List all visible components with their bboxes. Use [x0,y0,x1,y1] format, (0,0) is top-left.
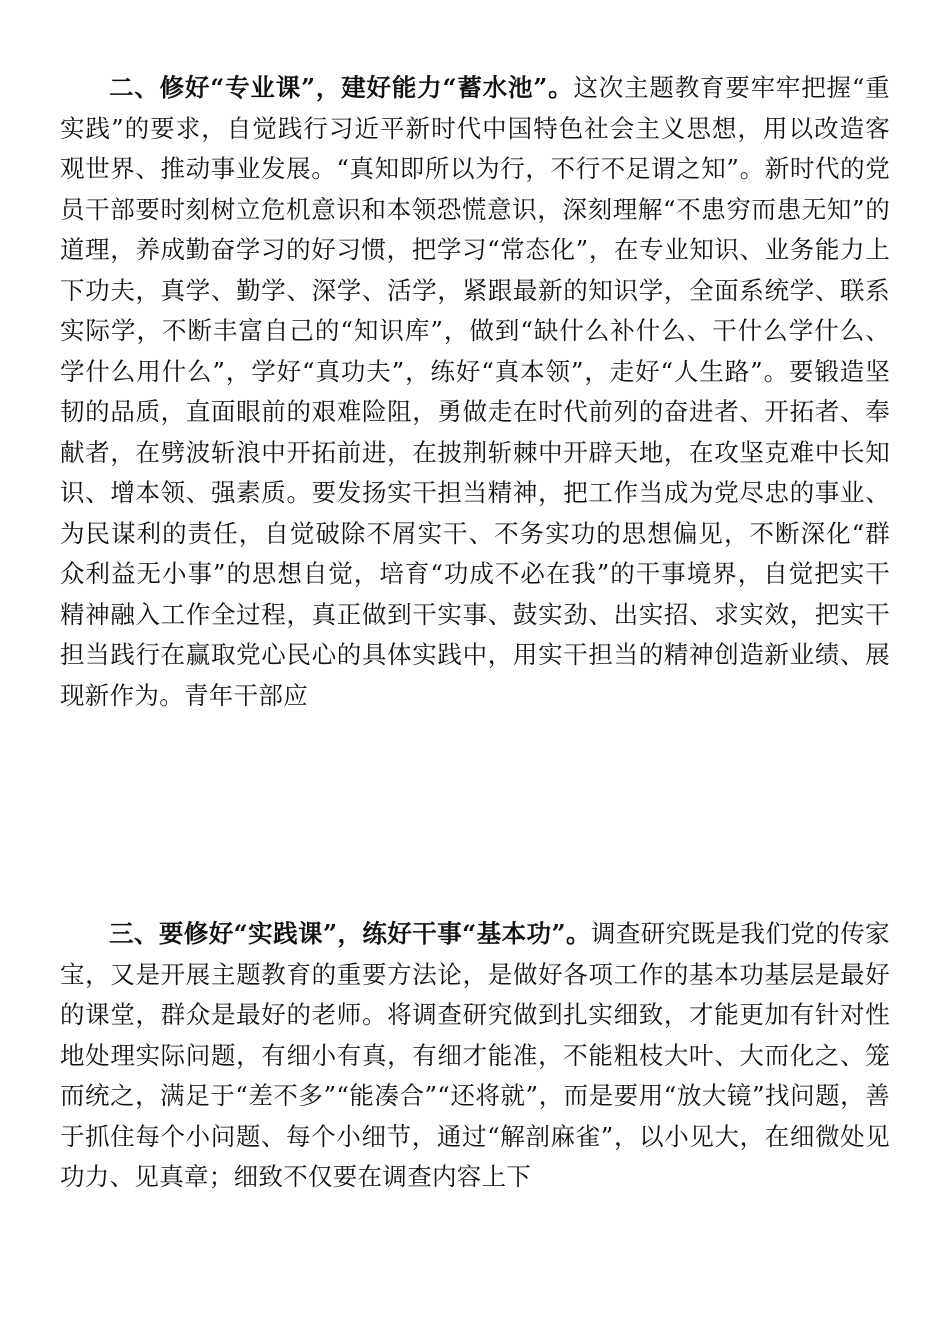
paragraph-body-three: 调查研究既是我们党的传家宝，又是开展主题教育的重要方法论，是做好各项工作的基本功基层是最好的课堂，群众是最好的老师。将调查研究做到扎实细致，才能更加有针对性地处理实际问题，有细小有真，有细才能准，不能粗枝大叶、大而化之、笼而统之，满足于“差不多”“能凑合”“还将就”，而是要用“放大镜”找问题，善于抓住每个小问题、每个小细节，通过“解剖麻雀”，以小见大，在细微处见功力、见真章；细致不仅要在调查内容上下 [60,919,890,1191]
paragraph-body-two: 这次主题教育要牢牢把握“重实践”的要求，自觉践行习近平新时代中国特色社会主义思想，用以改造客观世界、推动事业发展。“真知即所以为行，不行不足谓之知”。新时代的党员干部要时刻树立危机意识和本领恐慌意识，深刻理解“不患穷而患无知”的道理，养成勤奋学习的好习惯，把学习“常态化”，在专业知识、业务能力上下功夫，真学、勤学、深学、活学，紧跟最新的知识学，全面系统学、联系实际学，不断丰富自己的“知识库”，做到“缺什么补什么、干什么学什么、学什么用什么”，学好“真功夫”，练好“真本领”，走好“人生路”。要锻造坚韧的品质，直面眼前的艰难险阻，勇做走在时代前列的奋进者、开拓者、奉献者，在劈波斩浪中开拓前进，在披荆斩棘中开辟天地，在攻坚克难中长知识、增本领、强素质。要发扬实干担当精神，把工作当成为党尽忠的事业、为民谋利的责任，自觉破除不屑实干、不务实功的思想偏见，不断深化“群众利益无小事”的思想自觉，培育“功成不必在我”的干事境界，自觉把实干精神融入工作全过程，真正做到干实事、鼓实劲、出实招、求实效，把实干担当践行在赢取党心民心的具体实践中，用实干担当的精神创造新业绩、展现新作为。青年干部应 [60,73,890,710]
paragraph-professional-course [60,68,890,716]
section-heading-three: 三、要修好“实践课”，练好干事“基本功”。 [109,919,591,948]
paragraph-practice-course [60,914,890,1198]
section-heading-two: 二、修好“专业课”，建好能力“蓄水池”。 [109,73,574,102]
